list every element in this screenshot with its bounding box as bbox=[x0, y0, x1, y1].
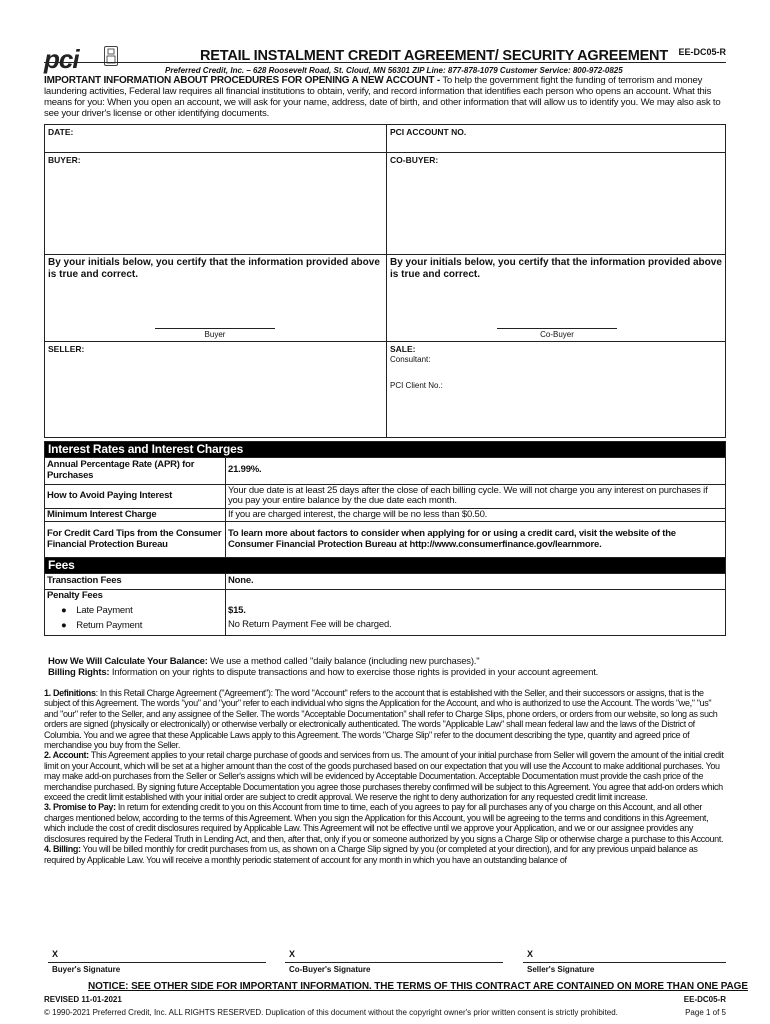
agreement-terms bbox=[44, 688, 726, 865]
cobuyer-signature-caption: Co-Buyer's Signature bbox=[289, 965, 371, 974]
footer-notice: NOTICE: SEE OTHER SIDE FOR IMPORTANT INFORMATION. THE TERMS OF THIS CONTRACT ARE CONTAINED ON MORE THAN ONE PAGE bbox=[88, 981, 748, 992]
copyright-notice: © 1990-2021 Preferred Credit, Inc. ALL RIGHTS RESERVED. Duplication of this document without the copyright owner's prior written consent is strictly prohibited. bbox=[44, 1008, 618, 1017]
apr-value: 21.99%. bbox=[226, 457, 726, 484]
notice-body: To help the government fight the funding of terrorism and money laundering activities, Federal law requires all financial institutions to obtain, verify, and record information that identifies each person who opens an account. What this means for you: When you open an account, we will ask for your name, address, date of birth, and other information that will allow us to identify you. We may also ask to see your driver's license or other identifying documents. bbox=[44, 75, 721, 119]
seller-signature-mark: X bbox=[527, 949, 534, 959]
billing-rights bbox=[48, 668, 726, 679]
cobuyer-signature-line[interactable] bbox=[285, 962, 503, 963]
revised-date: REVISED 11-01-2021 bbox=[44, 995, 122, 1004]
cobuyer-certify-text: By your initials below, you certify that the information provided above is true and correct. bbox=[390, 257, 722, 280]
penalty-fees-label: Penalty Fees bbox=[47, 589, 103, 601]
cobuyer-initials-caption: Co-Buyer bbox=[540, 330, 574, 339]
consultant-label: Consultant: bbox=[390, 355, 431, 364]
late-payment-item: ● Late Payment bbox=[61, 605, 133, 616]
document-title: RETAIL INSTALMENT CREDIT AGREEMENT/ SECURITY AGREEMENT bbox=[200, 48, 668, 64]
balance-calculation-label: How We Will Calculate Your Balance: bbox=[48, 656, 208, 667]
min-interest-value: If you are charged interest, the charge will be no less than $0.50. bbox=[226, 508, 726, 522]
penalty-fees-cell bbox=[45, 589, 226, 635]
notice-heading: IMPORTANT INFORMATION ABOUT PROCEDURES FOR OPENING A NEW ACCOUNT - bbox=[44, 75, 441, 86]
transaction-fees-label: Transaction Fees bbox=[45, 573, 226, 589]
buyer-initials-caption: Buyer bbox=[204, 330, 226, 339]
header-divider bbox=[44, 62, 726, 63]
sale-label: SALE: bbox=[390, 344, 416, 354]
buyer-initials-line[interactable] bbox=[155, 328, 275, 329]
return-payment-value: No Return Payment Fee will be charged. bbox=[228, 619, 392, 630]
company-address-line: Preferred Credit, Inc. – 628 Roosevelt Road, St. Cloud, MN 56301 ZIP Line: 877-878-1079 Customer Service: 800-972-0825 bbox=[165, 66, 623, 75]
cfpb-tips-label: For Credit Card Tips from the Consumer Financial Protection Bureau bbox=[45, 522, 226, 558]
rates-section-title: Interest Rates and Interest Charges bbox=[45, 442, 726, 458]
seller-signature-line[interactable] bbox=[523, 962, 726, 963]
pci-account-label: PCI ACCOUNT NO. bbox=[390, 127, 467, 137]
term-account: 2. Account: This Agreement applies to your retail charge purchase of goods and services from us. The amount of your initial purchase from Seller will govern the amount of the initial credit limit on your Account, which will be set at a higher amount than the cost of the goods purchased based on our expectation that you will use the Account to make additional purchases. You may make add-on purchases from the Seller or Seller's assigns which will be evidenced by Acceptable Documentation. Acceptable Documentation must provide the cash price of the merchandise purchased. By signing future Acceptable Documentation you agree those purchases thereby confirmed will be subject to this Agreement. You agree that add-on orders which exceed the credit limit established with your initial order are subject to credit approval. We reserve the right to deny authorization for any requested credit limit increase. bbox=[44, 750, 724, 803]
rates-and-fees-table bbox=[44, 441, 726, 636]
buyer-signature-caption: Buyer's Signature bbox=[52, 965, 121, 974]
term-promise-to-pay: 3. Promise to Pay: In return for extending credit to you on this Account from time to time, each of you agrees to pay for all purchases any of you charge on this Account, and all other charges mentioned below, according to the terms of this Agreement. When you sign the Application for this Account, you will be agreeing to the terms and conditions in this Agreement, which include the cost of credit disclosures required by Applicable Law. This Agreement will not be effective until we approve your Application, and we or our assignee provides any disclosures required by the Federal Truth in Lending Act, and then, after that, only if you or someone authorized by you signs a Charge Slip or otherwise charge a purchase to this Account. bbox=[44, 802, 724, 844]
date-label: DATE: bbox=[48, 127, 74, 137]
cobuyer-signature-mark: X bbox=[289, 949, 296, 959]
apr-label: Annual Percentage Rate (APR) for Purchases bbox=[45, 457, 226, 484]
cobuyer-label: CO-BUYER: bbox=[390, 155, 439, 165]
balance-calculation-value: We use a method called "daily balance (including new purchases)." bbox=[207, 656, 480, 667]
account-opening-notice bbox=[44, 75, 726, 119]
transaction-fees-value: None. bbox=[226, 573, 726, 589]
billing-rights-value: Information on your rights to dispute transactions and how to exercise those rights is provided in your account agreement. bbox=[109, 667, 599, 678]
avoid-interest-label: How to Avoid Paying Interest bbox=[45, 484, 226, 508]
buyer-signature-line[interactable] bbox=[48, 962, 266, 963]
cfpb-tips-value: To learn more about factors to consider when applying for or using a credit card, visit the website of the Consumer Financial Protection Bureau at http://www.consumerfinance.gov/learnmore. bbox=[226, 522, 726, 558]
fees-section-title: Fees bbox=[45, 558, 726, 574]
billing-rights-label: Billing Rights: bbox=[48, 667, 110, 678]
page-number: Page 1 of 5 bbox=[685, 1008, 726, 1017]
term-definitions: 1. Definitions: In this Retail Charge Agreement ("Agreement"): The word "Account" refers to the account that is established with the Seller, and their successors or assigns, that is the subject of this Agreement. The words "you" and "your" refer to each individual who signs the Application for the Account, and who is authorized to use the Account. The words "we," "us" and "our" refer to the Seller, and any assignee of the Seller. The words "Acceptable Documentation" shall refer to Charge Slips, phone orders, or orders from our website, so long as such orders are signed (physically or electronically) or otherwise verbally or electronically authenticated. The words "Applicable Law" shall mean federal law and the laws of the District of Columbia. You and we agree that these Applicable Laws apply to this Agreement. The words "Charge Slip" refer to the document describing the type, quantity and agreed price of merchandise you buy from the Seller. bbox=[44, 688, 718, 751]
cobuyer-field[interactable] bbox=[387, 153, 726, 255]
return-payment-item: ● Return Payment bbox=[61, 619, 143, 631]
seller-signature-caption: Seller's Signature bbox=[527, 965, 595, 974]
term-billing: 4. Billing: You will be billed monthly for credit purchases from us, as shown on a Charge Slip signed by you (or completed at your direction), and for any previous unpaid balance as required by Applicable Law. You will receive a monthly periodic statement of account for any month in which you have an outstanding balance of bbox=[44, 844, 698, 865]
late-payment-value: $15. bbox=[228, 604, 246, 616]
balance-calculation bbox=[48, 657, 726, 668]
cobuyer-initials-line[interactable] bbox=[497, 328, 617, 329]
footer-form-code: EE-DC05-R bbox=[683, 995, 726, 1004]
penalty-fees-values bbox=[226, 589, 726, 635]
bbb-seal-icon bbox=[104, 46, 118, 66]
min-interest-label: Minimum Interest Charge bbox=[45, 508, 226, 522]
buyer-field[interactable] bbox=[45, 153, 387, 255]
applicant-info-grid bbox=[44, 124, 726, 438]
pci-logo: pci bbox=[44, 44, 79, 74]
seller-label: SELLER: bbox=[48, 344, 85, 354]
buyer-signature-mark: X bbox=[52, 949, 59, 959]
buyer-certify-text: By your initials below, you certify that the information provided above is true and correct. bbox=[48, 257, 380, 280]
seller-field[interactable] bbox=[45, 342, 387, 438]
pci-client-no-label: PCI Client No.: bbox=[390, 381, 443, 390]
buyer-label: BUYER: bbox=[48, 155, 81, 165]
date-field[interactable] bbox=[45, 125, 387, 153]
pci-account-field[interactable] bbox=[387, 125, 726, 153]
form-code: EE-DC05-R bbox=[678, 47, 726, 57]
avoid-interest-value: Your due date is at least 25 days after the close of each billing cycle. We will not charge you any interest on purchases if you pay your entire balance by the due date each month. bbox=[226, 484, 726, 508]
sale-field[interactable] bbox=[387, 342, 726, 438]
